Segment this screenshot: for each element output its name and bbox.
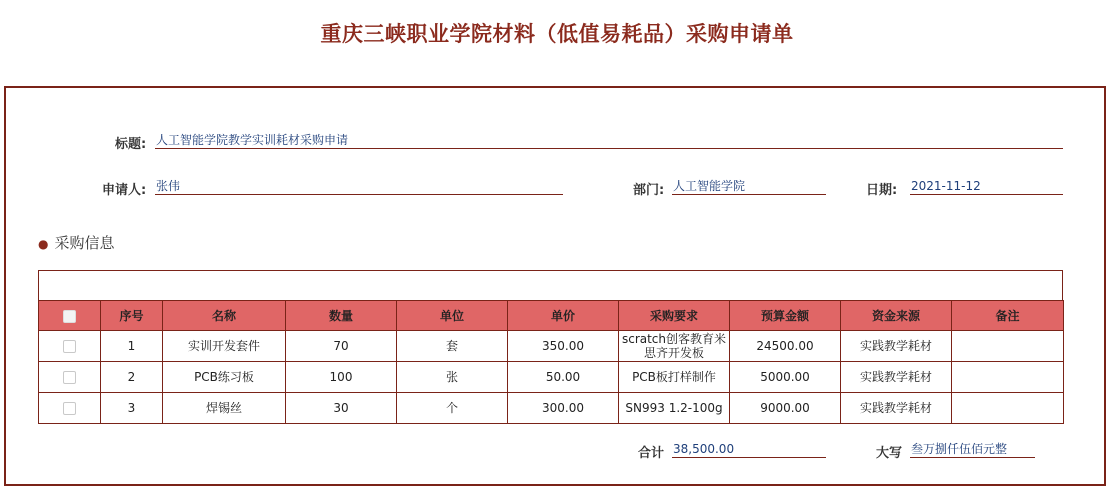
cell-qty: 30 [286,393,397,424]
bullet-icon: ● [38,237,49,251]
capital-label: 大写 [876,446,903,461]
cell-note [952,331,1064,362]
cell-note [952,393,1064,424]
cell-source: 实践教学耗材 [841,331,952,362]
cell-qty: 100 [286,362,397,393]
cell-no: 2 [101,362,163,393]
section-procurement-info [38,232,115,253]
total-field[interactable]: 38,500.00 [672,441,826,458]
cell-requirement: SN993 1.2-100g [619,393,730,424]
checkbox-icon [63,340,76,353]
department-label: 部门: [633,183,665,198]
col-header-price: 单价 [508,301,619,331]
procurement-table [38,300,1064,424]
cell-unit: 套 [397,331,508,362]
title-field[interactable]: 人工智能学院教学实训耗材采购申请 [155,132,1063,149]
total-label: 合计 [638,446,665,461]
row-checkbox[interactable] [39,393,101,424]
cell-budget: 9000.00 [730,393,841,424]
table-header-row [39,301,1064,331]
cell-unit: 张 [397,362,508,393]
applicant-label: 申请人: [102,183,147,198]
date-field[interactable]: 2021-11-12 [910,178,1063,195]
table-toolbar [38,270,1063,300]
cell-price: 300.00 [508,393,619,424]
col-header-budget: 预算金额 [730,301,841,331]
col-header-source: 资金来源 [841,301,952,331]
cell-no: 3 [101,393,163,424]
cell-name: PCB练习板 [163,362,286,393]
row-checkbox[interactable] [39,331,101,362]
title-label: 标题: [115,137,147,152]
department-field[interactable]: 人工智能学院 [672,178,826,195]
col-header-requirement: 采购要求 [619,301,730,331]
date-label: 日期: [866,183,898,198]
col-header-name: 名称 [163,301,286,331]
cell-requirement: PCB板打样制作 [619,362,730,393]
col-header-no: 序号 [101,301,163,331]
cell-price: 50.00 [508,362,619,393]
table-row [39,362,1064,393]
checkbox-icon [63,371,76,384]
cell-price: 350.00 [508,331,619,362]
col-header-note: 备注 [952,301,1064,331]
row-checkbox[interactable] [39,362,101,393]
col-header-qty: 数量 [286,301,397,331]
cell-unit: 个 [397,393,508,424]
cell-budget: 24500.00 [730,331,841,362]
applicant-field[interactable]: 张伟 [155,178,563,195]
col-header-unit: 单位 [397,301,508,331]
cell-budget: 5000.00 [730,362,841,393]
cell-no: 1 [101,331,163,362]
checkbox-icon [63,310,76,323]
cell-source: 实践教学耗材 [841,393,952,424]
table-row [39,393,1064,424]
cell-note [952,362,1064,393]
cell-source: 实践教学耗材 [841,362,952,393]
select-all-checkbox[interactable] [39,301,101,331]
cell-name: 实训开发套件 [163,331,286,362]
cell-name: 焊锡丝 [163,393,286,424]
checkbox-icon [63,402,76,415]
page-title: 重庆三峡职业学院材料（低值易耗品）采购申请单 [320,22,794,46]
cell-requirement: scratch创客教育米思齐开发板 [619,331,730,362]
table-row [39,331,1064,362]
section-title: 采购信息 [54,234,115,252]
cell-qty: 70 [286,331,397,362]
capital-amount-field[interactable]: 叁万捌仟伍佰元整 [910,441,1035,458]
